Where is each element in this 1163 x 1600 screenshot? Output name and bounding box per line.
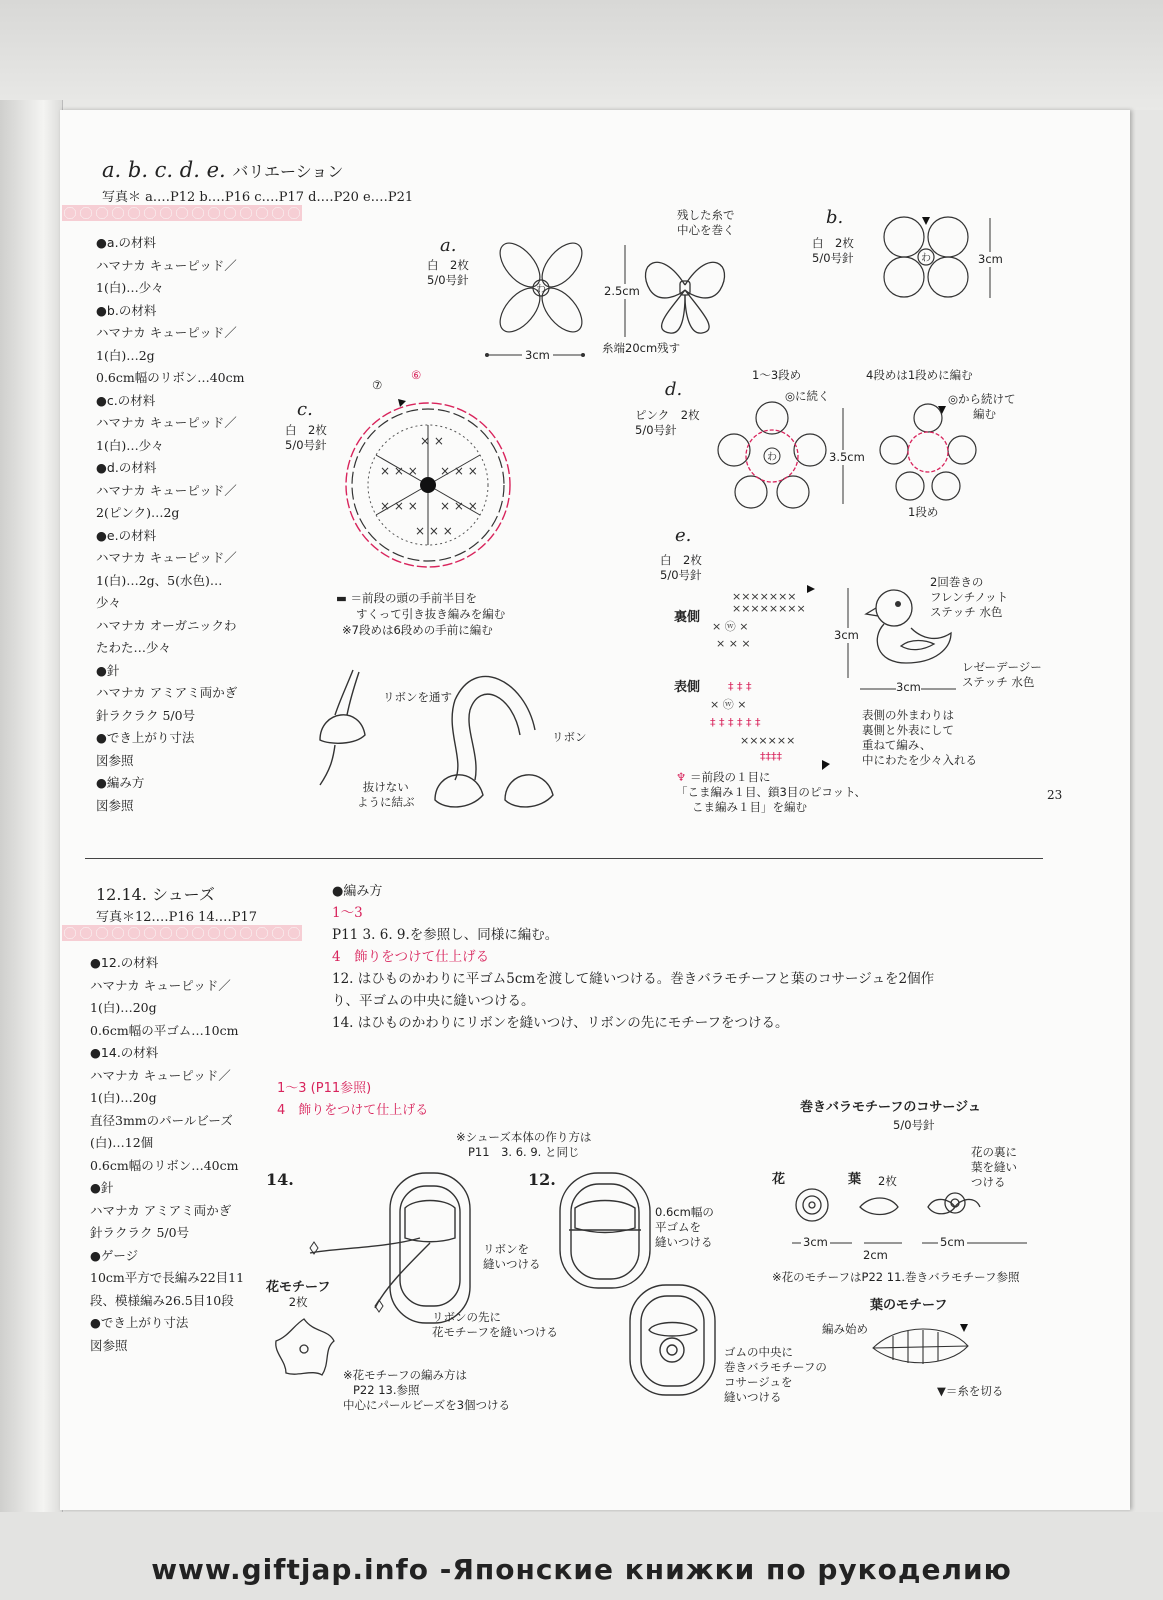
clover-a-chart <box>490 240 600 340</box>
a-width-label: 3cm <box>522 348 553 363</box>
leaf-back-note: 花の裏に 葉を縫い つける <box>971 1145 1017 1189</box>
material-line: ●針 <box>96 662 120 678</box>
material-line: 1(白)…20g <box>90 1000 157 1015</box>
material-line: ハマナカ キューピッド／ <box>90 1067 231 1083</box>
circle-c-chart <box>340 385 520 580</box>
material-line: 針ラクラク 5/0号 <box>96 707 196 723</box>
diagram-a-label: a. <box>440 235 457 256</box>
leaf-chart <box>868 1318 978 1373</box>
method-step: 12. はひものかわりに平ゴム5cmを渡して縫いつける。巻きバラモチーフと葉のコサージュを2個作 <box>332 971 935 987</box>
flower-d-round4 <box>878 400 978 500</box>
material-line: 0.6cm幅のリボン…40cm <box>90 1157 239 1173</box>
e-height-label: 3cm <box>834 628 859 642</box>
material-line: ●b.の材料 <box>96 302 157 318</box>
footer-watermark: www.giftjap.info -Японские книжки по рукоделию <box>151 1553 1012 1586</box>
leaf-label: 葉 <box>848 1172 862 1187</box>
e-note: 表側の外まわりは 裏側と外表にして 重ねて編み、 中にわたを少々入れる <box>862 708 977 767</box>
diagram-b-label: b. <box>826 207 844 228</box>
material-line: ハマナカ オーガニックわ <box>96 617 237 633</box>
material-line: 少々 <box>96 595 122 610</box>
c-round6: ⑥ <box>411 368 422 382</box>
leaf-start: 編み始め <box>822 1322 868 1336</box>
material-line: ●でき上がり寸法 <box>96 730 195 745</box>
ribbon-label: リボン <box>552 730 587 744</box>
figure-note: ※シューズ本体の作り方は P11 3. 6. 9. と同じ <box>456 1130 592 1159</box>
duck-e-back-chart <box>712 585 827 655</box>
material-line: ハマナカ アミアミ両かぎ <box>90 1202 232 1218</box>
ribbon-sew: リボンを 縫いつける <box>483 1242 541 1271</box>
flower-motif-label: 花モチーフ 2枚 <box>266 1280 331 1309</box>
material-line: 1(白)…2g、5(水色)… <box>96 572 223 588</box>
flower-label: 花 <box>772 1172 786 1187</box>
material-line: ●でき上がり寸法 <box>90 1315 189 1330</box>
material-line: ●d.の材料 <box>96 460 157 475</box>
method-step: 14. はひものかわりにリボンを縫いつけ、リボンの先にモチーフをつける。 <box>332 1015 789 1031</box>
material-line: 1(白)…2g <box>96 347 155 363</box>
corsage-hook: 5/0号針 <box>893 1118 935 1132</box>
scan-top-edge <box>0 0 1163 110</box>
diagram-c-label: c. <box>297 399 313 420</box>
diagram-a-spec: 白 2枚 5/0号針 <box>427 258 469 287</box>
diagram-d-spec: ピンク 2枚 5/0号針 <box>635 408 700 437</box>
b-size-label: 3cm <box>978 252 1003 266</box>
material-line: 1(白)…少々 <box>96 280 164 295</box>
figure-heading: 1〜3 (P11参照) 4 飾りをつけて仕上げる <box>277 1081 429 1118</box>
e-knot: 2回巻きの フレンチノット ステッチ 水色 <box>930 575 1009 619</box>
svg-text:わ: わ <box>921 253 931 264</box>
book-spine <box>0 100 63 1520</box>
c-note: ▬ ＝前段の頭の手前半目を すくって引き抜き編みを編む ※7段めは6段めの手前に編む <box>336 591 506 637</box>
elastic-note: 0.6cm幅の 平ゴムを 縫いつける <box>655 1205 714 1249</box>
diagram-b-spec: 白 2枚 5/0号針 <box>812 236 854 265</box>
a-note: 残した糸で 中心を巻く <box>677 208 735 237</box>
label-14: 14. <box>266 1170 294 1189</box>
material-line: 直径3mmのパールビーズ <box>90 1112 233 1128</box>
diagram-c-spec: 白 2枚 5/0号針 <box>285 423 327 452</box>
material-line: ハマナカ キューピッド／ <box>96 550 237 565</box>
section-divider <box>85 858 1043 859</box>
svg-text:‡ ‡ ‡ ‡ ‡ ‡: ‡ ‡ ‡ ‡ ‡ ‡ <box>710 716 761 729</box>
bottom-photo-ref: 写真＊12.…P16 14.…P17 <box>96 910 258 925</box>
material-line: 0.6cm幅のリボン…40cm <box>96 370 245 385</box>
svg-text:わ: わ <box>767 452 777 463</box>
diagram-e-label: e. <box>675 525 692 546</box>
page-number: 23 <box>1047 788 1063 802</box>
svg-text:××××××××: ×××××××× <box>732 602 806 615</box>
method-step: 4 飾りをつけて仕上げる <box>332 949 490 965</box>
material-line: ●ゲージ <box>90 1247 139 1263</box>
material-line: ハマナカ アミアミ両かぎ <box>96 685 238 700</box>
material-line: 図参照 <box>96 797 134 813</box>
method-heading: ●編み方 <box>332 884 383 899</box>
bottom-title: 12.14. シューズ <box>96 885 215 904</box>
material-line: ハマナカ キューピッド／ <box>96 415 237 430</box>
e-back-label: 裏側 <box>674 610 701 625</box>
leaf-motif-title: 葉のモチーフ <box>870 1298 948 1313</box>
c-round7: ⑦ <box>372 378 383 392</box>
diagram-d-label: d. <box>665 379 683 400</box>
flower-ref: ※花のモチーフはP22 11.巻きバラモチーフ参照 <box>772 1270 1020 1284</box>
dim-corsage: 5cm <box>940 1235 965 1249</box>
svg-text:××××××: ×××××× <box>740 734 796 747</box>
material-line: ●14.の材料 <box>90 1045 159 1060</box>
svg-text:× ×: × × <box>420 434 444 448</box>
a-height-label: 2.5cm <box>604 284 640 298</box>
material-line: ハマナカ キューピッド／ <box>96 257 237 273</box>
a-tail: 糸端20cm残す <box>602 341 681 355</box>
d-round1: 1段め <box>908 505 939 519</box>
material-line: 段、模様編み26.5目10段 <box>90 1292 234 1308</box>
material-line: たわた…少々 <box>96 640 172 655</box>
svg-text:× × ×: × × × <box>440 499 478 513</box>
e-front-label: 表側 <box>674 680 701 695</box>
d-round4: 4段めは1段めに編む <box>866 368 973 382</box>
svg-text:‡ ‡ ‡: ‡ ‡ ‡ <box>728 680 752 693</box>
corsage-parts-drawing <box>790 1185 1060 1230</box>
svg-text:× ⓦ ×: × ⓦ × <box>712 620 749 633</box>
material-line: ハマナカ キューピッド／ <box>96 325 237 340</box>
e-picot: ♆ ＝前段の１目に 「こま編み１目、鎖3目のピコット、 こま編み１目」を編む <box>676 770 867 814</box>
svg-text:× ⓦ ×: × ⓦ × <box>710 698 747 711</box>
material-line: ハマナカ キューピッド／ <box>96 482 237 498</box>
d-size-label: 3.5cm <box>829 450 865 464</box>
d-cont2: ◎から続けて 編む <box>948 392 1016 421</box>
svg-text:× × ×: × × × <box>380 464 418 478</box>
ribbon-tip: リボンの先に 花モチーフを縫いつける <box>432 1310 558 1339</box>
method-step: り、平ゴムの中央に縫いつける。 <box>332 993 535 1009</box>
method-step: P11 3. 6. 9.を参照し、同様に編む。 <box>332 927 559 943</box>
duck-e-front-chart <box>710 670 840 775</box>
shoe-12-drawing <box>555 1168 655 1293</box>
svg-text:× × ×: × × × <box>716 637 751 650</box>
decorative-wave-2 <box>62 925 302 941</box>
method-step: 1〜3 <box>332 905 363 921</box>
dim-leaf: 2cm <box>863 1248 888 1262</box>
top-title: a. b. c. d. e. バリエーション <box>102 158 344 182</box>
bottom-materials <box>90 952 244 1357</box>
d-rounds13: 1〜3段め <box>752 368 802 382</box>
material-line: ハマナカ キューピッド／ <box>90 977 231 993</box>
material-line: ●12.の材料 <box>90 955 159 970</box>
svg-text:わ: わ <box>536 284 546 295</box>
d-cont: ◎に続く <box>785 389 830 403</box>
material-line: ●e.の材料 <box>96 527 157 543</box>
material-line: (白)…12個 <box>90 1135 154 1150</box>
diagram-e-spec: 白 2枚 5/0号針 <box>660 553 702 582</box>
e-lazy: レゼーデージー ステッチ 水色 <box>962 660 1042 689</box>
svg-text:‡‡‡‡: ‡‡‡‡ <box>760 750 782 763</box>
material-line: ●針 <box>90 1180 114 1195</box>
corsage-center-note: ゴムの中央に 巻きバラモチーフの コサージュを 縫いつける <box>724 1345 827 1404</box>
material-line: ●編み方 <box>96 775 145 790</box>
tie-note: 抜けない ように結ぶ <box>357 780 415 809</box>
material-line: 10cm平方で長編み22目11 <box>90 1270 245 1285</box>
decorative-wave <box>62 205 302 221</box>
bow-a-drawing <box>640 245 730 335</box>
dim-flower: 3cm <box>803 1235 828 1249</box>
material-line: 2(ピンク)…2g <box>96 505 180 520</box>
material-line: 1(白)…20g <box>90 1090 157 1105</box>
cut-legend: ▼＝糸を切る <box>937 1384 1004 1398</box>
flower-note: ※花モチーフの編み方は P22 13.参照 中心にパールビーズを3個つける <box>343 1368 511 1412</box>
label-12: 12. <box>528 1170 556 1189</box>
corsage-title: 巻きバラモチーフのコサージュ <box>800 1100 981 1115</box>
svg-text:× × ×: × × × <box>440 464 478 478</box>
svg-text:× × ×: × × × <box>415 524 453 538</box>
material-line: 図参照 <box>96 752 134 768</box>
flower-d-chart <box>715 400 830 510</box>
material-line: 図参照 <box>90 1337 128 1353</box>
material-line: ●a.の材料 <box>96 235 157 250</box>
material-line: 0.6cm幅の平ゴム…10cm <box>90 1022 239 1038</box>
flower-motif-drawing <box>268 1315 340 1387</box>
svg-text:×××××××: ××××××× <box>732 590 797 603</box>
material-line: 1(白)…少々 <box>96 437 164 453</box>
method-steps <box>332 902 934 1034</box>
shoe-12-corsage-drawing <box>625 1280 720 1400</box>
ribbon-through: リボンを通す <box>383 690 452 704</box>
top-photo-ref: 写真＊ a.…P12 b.…P16 c.…P17 d.…P20 e.…P21 <box>102 190 414 205</box>
leaf-count: 2枚 <box>878 1174 897 1188</box>
clover-b-chart <box>880 215 975 300</box>
material-line: ●c.の材料 <box>96 392 156 408</box>
material-line: 針ラクラク 5/0号 <box>90 1225 190 1240</box>
e-width-label: 3cm <box>896 680 921 694</box>
svg-text:× × ×: × × × <box>380 499 418 513</box>
top-materials <box>96 232 245 817</box>
